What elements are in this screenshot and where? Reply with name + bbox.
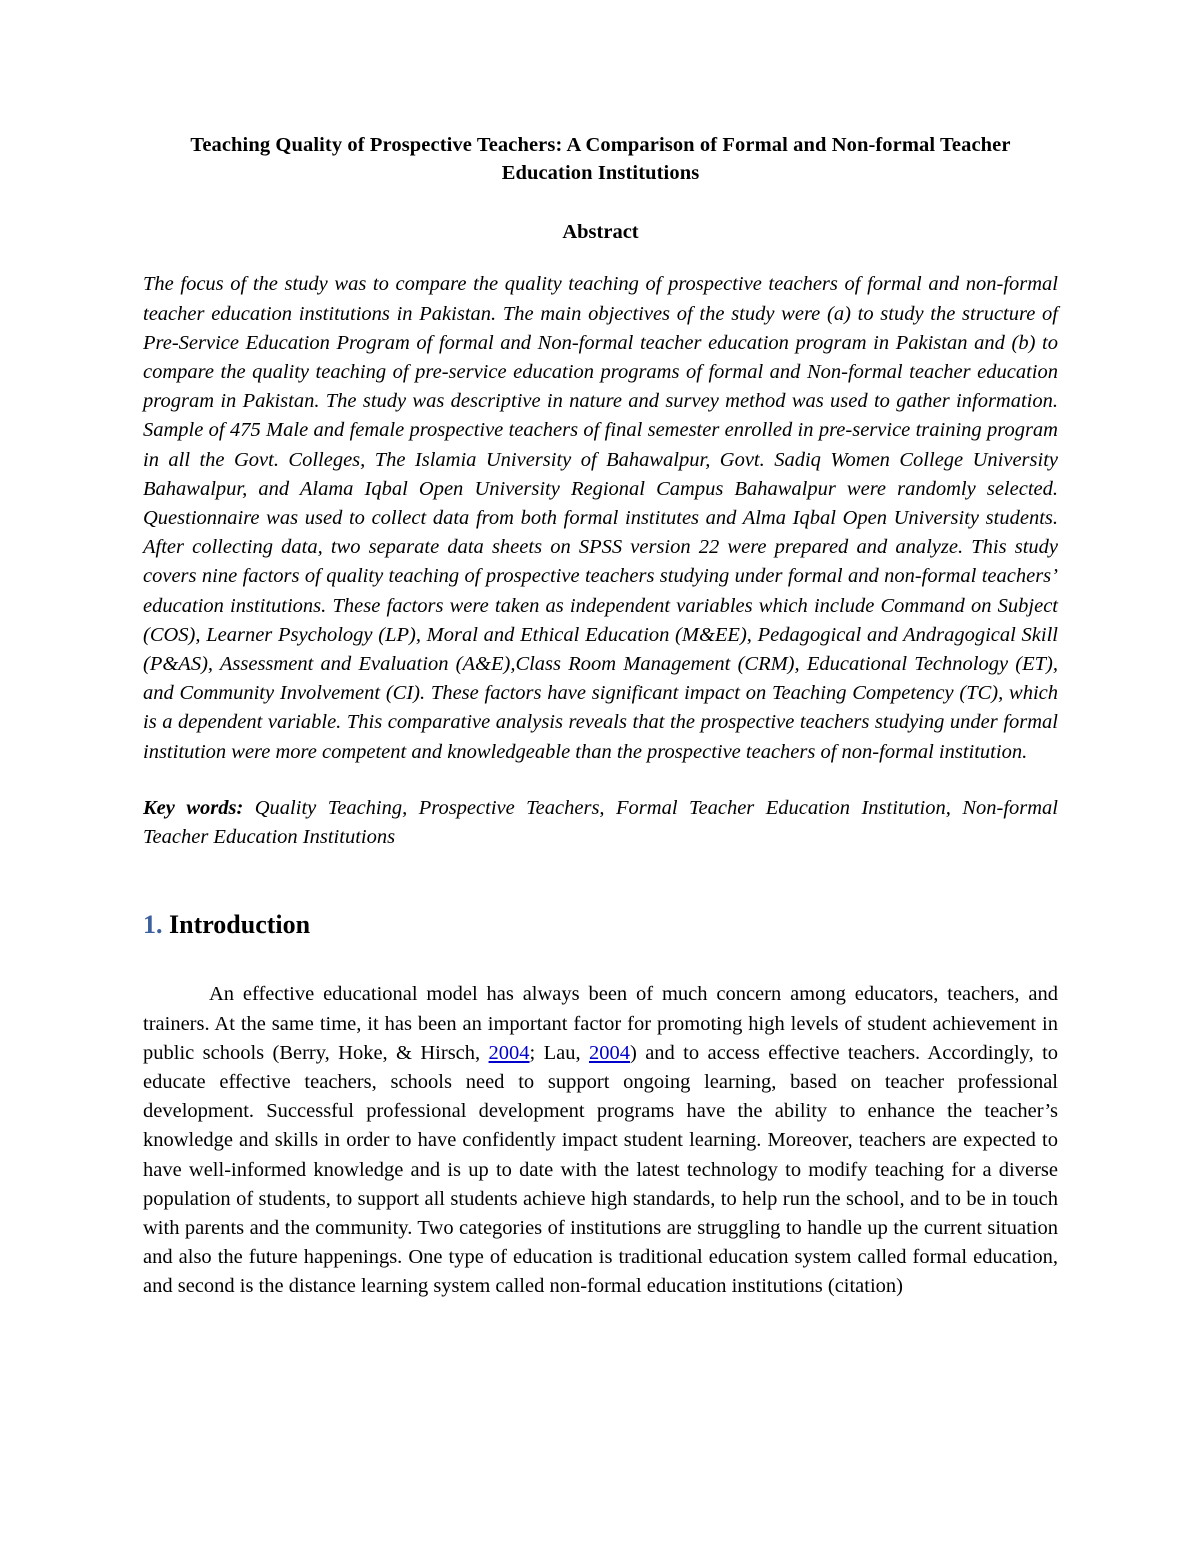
introduction-paragraph	[143, 980, 1058, 1301]
abstract-body-text: The focus of the study was to compare the quality teaching of prospective teachers of formal and non-formal teacher education institutions in Pakistan. The main objectives of the study were (a) to study the structure of Pre-Service Education Program of formal and Non-formal teacher education program in Pakistan and (b) to compare the quality teaching of pre-service education programs of formal and Non-formal teacher education program in Pakistan. The study was descriptive in nature and survey method was used to gather information. Sample of 475 Male and female prospective teachers of final semester enrolled in pre-service training program in all the Govt. Colleges, The Islamia University of Bahawalpur, Govt. Sadiq Women College University Bahawalpur, and Alama Iqbal Open University Regional Campus Bahawalpur were randomly selected. Questionnaire was used to collect data from both formal institutes and Alma Iqbal Open University students. After collecting data, two separate data sheets on SPSS version 22 were prepared and analyze. This study covers nine factors of quality teaching of prospective teachers studying under formal and non-formal teachers’ education institutions. These factors were taken as independent variables which include Command on Subject (COS), Learner Psychology (LP), Moral and Ethical Education (M&EE), Pedagogical and Andragogical Skill (P&AS), Assessment and Evaluation (A&E),Class Room Management (CRM), Educational Technology (ET), and Community Involvement (CI). These factors have significant impact on Teaching Competency (TC), which is a dependent variable. This comparative analysis reveals that the prospective teachers studying under formal institution were more competent and knowledgeable than the prospective teachers of non-formal institution.	[143, 273, 1058, 763]
introduction-text-part-1: An effective educational model has always been of much concern among educators, teachers, and trainers. At the same time, it has been an important factor for promoting high levels of student achievement in public schools (Berry, Hoke, & Hirsch,	[143, 983, 1058, 1064]
page-title: Teaching Quality of Prospective Teachers: A Comparison of Formal and Non-formal Teacher Education Institutions	[190, 134, 1011, 184]
introduction-text-part-3: ) and to access effective teachers. Accordingly, to educate effective teachers, schools need to support ongoing learning, based on teacher professional development. Successful professional development programs have the ability to enhance the teacher’s knowledge and skills in order to have confidently impact student learning. Moreover, teachers are expected to have well-informed knowledge and is up to date with the latest technology to modify teaching for a diverse population of students, to support all students achieve high standards, to help run the school, and to be in touch with parents and the community. Two categories of institutions are struggling to handle up the current situation and also the future happenings. One type of education is traditional education system called formal education, and second is the distance learning system called non-formal education institutions (citation)	[143, 1041, 1059, 1298]
abstract-heading: Abstract	[562, 221, 639, 244]
section-heading-introduction	[143, 909, 1058, 940]
section-number: 1.	[143, 910, 163, 940]
citation-link-berry-2004[interactable]: 2004	[488, 1041, 530, 1064]
keywords-label: Key words:	[143, 796, 244, 819]
keywords-block	[143, 794, 1058, 852]
keywords-value: Quality Teaching, Prospective Teachers, Formal Teacher Education Institution, Non-formal Teacher Education Institutions	[143, 796, 1058, 848]
section-title: Introduction	[169, 910, 311, 940]
introduction-text-part-2: ; Lau,	[529, 1041, 589, 1064]
citation-link-lau-2004[interactable]: 2004	[589, 1041, 630, 1064]
